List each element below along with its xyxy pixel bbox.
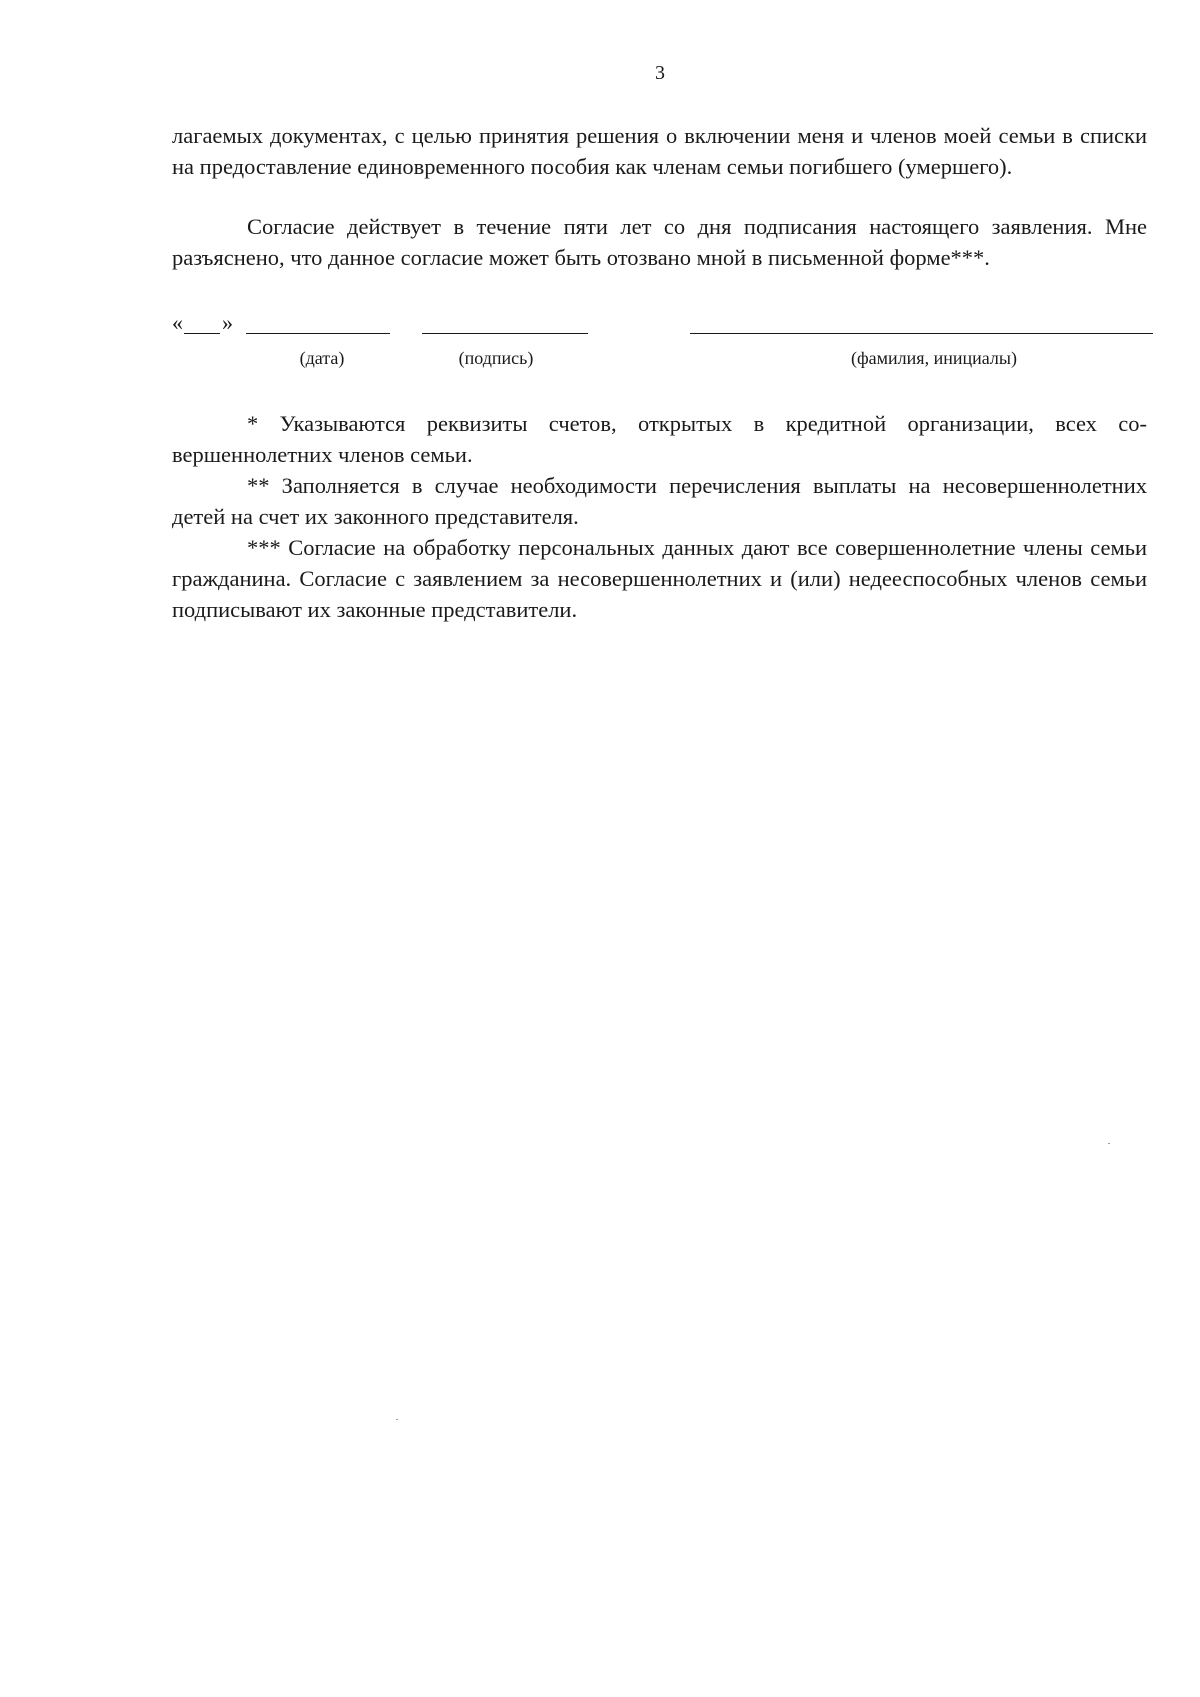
page-number: 3 (655, 62, 665, 84)
scan-speck (1108, 1143, 1110, 1144)
date-quote-close: » (222, 310, 233, 335)
date-field[interactable] (246, 333, 390, 334)
paragraph-consent (172, 211, 1147, 273)
name-initials-field[interactable] (690, 333, 1153, 334)
signature-field[interactable] (422, 333, 588, 334)
day-blank[interactable] (184, 333, 220, 334)
consent-text: Согласие действует в течение пяти лет со дня подписания настоящего заявления. Мне разъяснено, что данное согласие может быть отозвано мной в письменной форме***. (172, 214, 1147, 270)
footnote-1: * Указываются реквизиты счетов, открытых в кредитной организации, всех совершеннолетних членов семьи. (172, 411, 1147, 467)
footnote-3: *** Согласие на обработку персональных данных дают все совершеннолетние члены семьи гражданина. Согласие с заявлением за несовершеннолетних и (или) недееспособных членов семьи подписывают их законные представители. (172, 535, 1147, 622)
scan-speck (396, 1419, 398, 1420)
intro-text: лагаемых документах, с целью принятия решения о включении меня и членов моей семьи в списки на предоставление единовременного пособия как членам семьи погибшего (умершего). (172, 123, 1147, 179)
signature-row (172, 310, 1147, 342)
date-caption: (дата) (299, 348, 345, 368)
footnote-2: ** Заполняется в случае необходимости перечисления выплаты на несовершеннолетних детей на счет их законного представителя. (172, 473, 1147, 529)
date-quote-open: « (172, 310, 183, 335)
name-caption: (фамилия, инициалы) (851, 348, 1017, 368)
paragraph-intro (172, 120, 1147, 182)
signature-caption: (подпись) (458, 348, 534, 368)
footnotes (172, 408, 1147, 625)
